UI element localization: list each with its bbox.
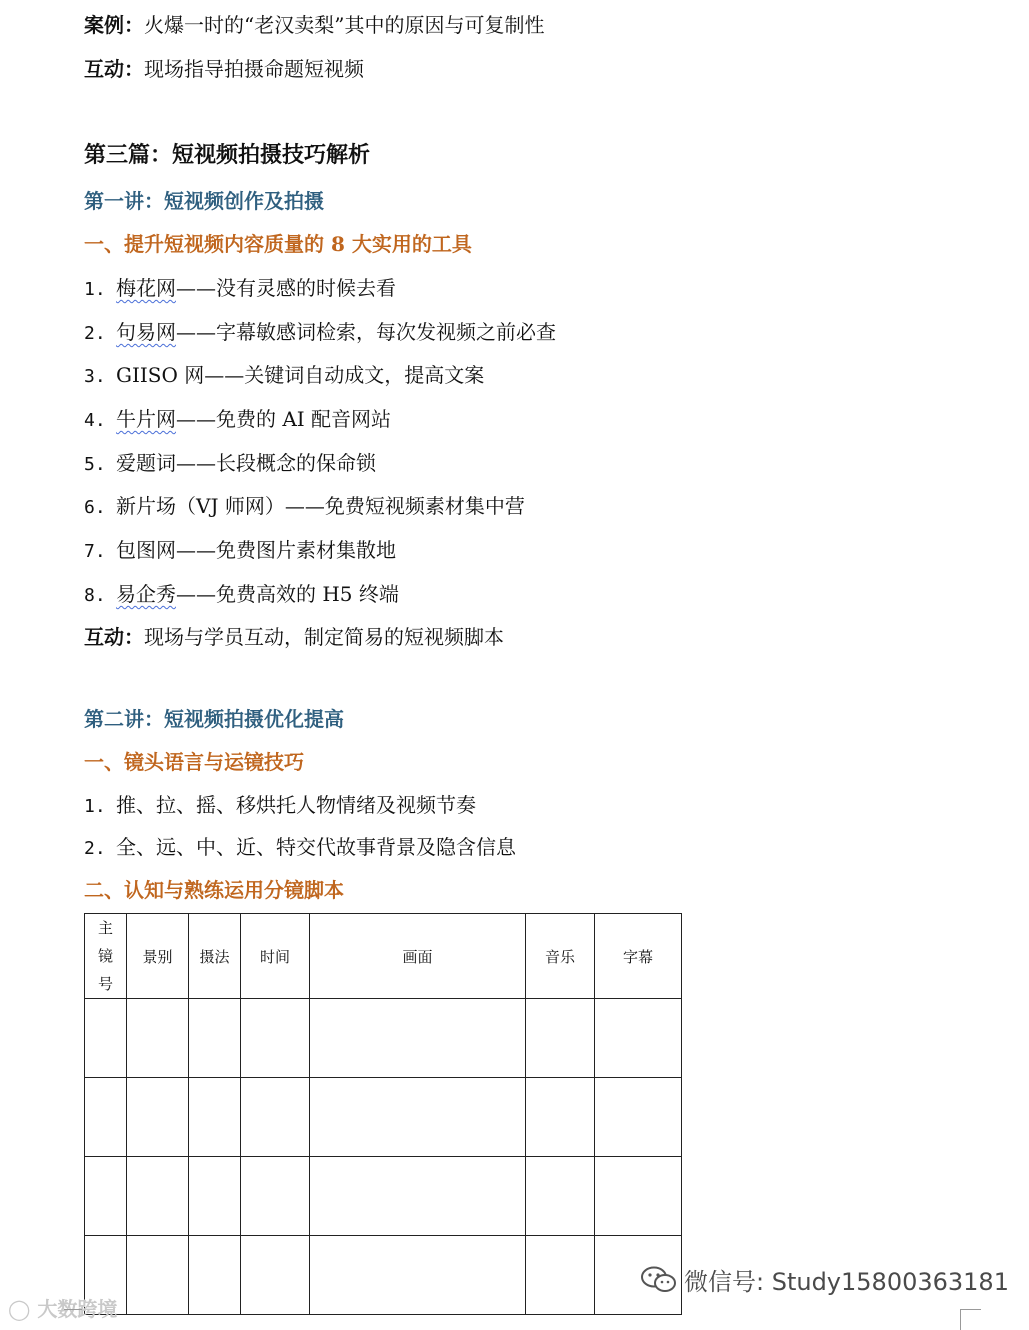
tool-name: 牛片网 xyxy=(116,407,176,431)
interact-line-2 xyxy=(84,623,504,651)
watermark-right: 微信号: Study15800363181 xyxy=(640,1262,1009,1297)
interact-label: 互动： xyxy=(84,57,144,81)
header-technique: 摄法 xyxy=(189,914,241,999)
header-subtitle: 字幕 xyxy=(595,914,682,999)
wechat-icon xyxy=(640,1265,678,1295)
table-row xyxy=(85,1236,682,1315)
lecture-2-title: 第二讲：短视频拍摄优化提高 xyxy=(84,707,344,731)
lecture-2-section-2: 二、认知与熟练运用分镜脚本 xyxy=(84,878,344,902)
tool-name: 梅花网 xyxy=(116,276,176,300)
watermark-logo-icon: ◯ xyxy=(8,1297,31,1321)
tool-name: 包图网 xyxy=(116,538,176,562)
table-header-row xyxy=(85,914,682,999)
lecture-1-title: 第一讲：短视频创作及拍摄 xyxy=(84,189,324,213)
tool-name: 易企秀 xyxy=(116,582,176,606)
tool-name: GIISO 网 xyxy=(116,363,205,387)
tool-name: 爱题词 xyxy=(116,451,176,475)
corner-mark-right xyxy=(960,1309,981,1330)
corner-mark-left xyxy=(64,1309,82,1330)
tool-item: 1. 梅花网——没有灵感的时候去看 xyxy=(84,276,396,300)
header-time: 时间 xyxy=(241,914,310,999)
tool-name: 新片场（VJ 师网） xyxy=(116,494,285,518)
table-row xyxy=(85,999,682,1078)
tool-item: 8. 易企秀——免费高效的 H5 终端 xyxy=(84,582,399,606)
tool-item: 7. 包图网——免费图片素材集散地 xyxy=(84,538,396,562)
tool-name: 句易网 xyxy=(116,320,176,344)
interact-text: 现场指导拍摄命题短视频 xyxy=(144,57,364,81)
table-row xyxy=(85,1078,682,1157)
list-item: 1. 推、拉、摇、移烘托人物情绪及视频节奏 xyxy=(84,793,476,817)
tool-item: 5. 爱题词——长段概念的保命锁 xyxy=(84,451,376,475)
tool-item: 3. GIISO 网——关键词自动成文，提高文案 xyxy=(84,363,485,387)
header-shot-number: 主 镜 号 xyxy=(85,914,127,999)
interact-text: 现场与学员互动，制定简易的短视频脚本 xyxy=(144,625,504,649)
watermark-left: ◯ 大数跨境 xyxy=(8,1297,118,1321)
case-line xyxy=(84,11,544,39)
storyboard-table xyxy=(84,913,682,1315)
header-music: 音乐 xyxy=(526,914,595,999)
part-title: 第三篇：短视频拍摄技巧解析 xyxy=(84,142,371,168)
table-row xyxy=(85,1157,682,1236)
lecture-2-section-1: 一、镜头语言与运镜技巧 xyxy=(84,750,304,774)
tool-item: 4. 牛片网——免费的 AI 配音网站 xyxy=(84,407,392,431)
header-scene: 景别 xyxy=(127,914,189,999)
interact-label: 互动： xyxy=(84,625,144,649)
case-label: 案例： xyxy=(84,13,144,37)
tool-item: 6. 新片场（VJ 师网）——免费短视频素材集中营 xyxy=(84,494,525,518)
lecture-1-section-1: 一、提升短视频内容质量的 8 大实用的工具 xyxy=(84,232,472,256)
case-text: 火爆一时的“老汉卖梨”其中的原因与可复制性 xyxy=(144,13,545,37)
header-frame: 画面 xyxy=(310,914,526,999)
interact-line-1 xyxy=(84,55,364,83)
list-item: 2. 全、远、中、近、特交代故事背景及隐含信息 xyxy=(84,835,516,859)
tool-item: 2. 句易网——字幕敏感词检索，每次发视频之前必查 xyxy=(84,320,556,344)
